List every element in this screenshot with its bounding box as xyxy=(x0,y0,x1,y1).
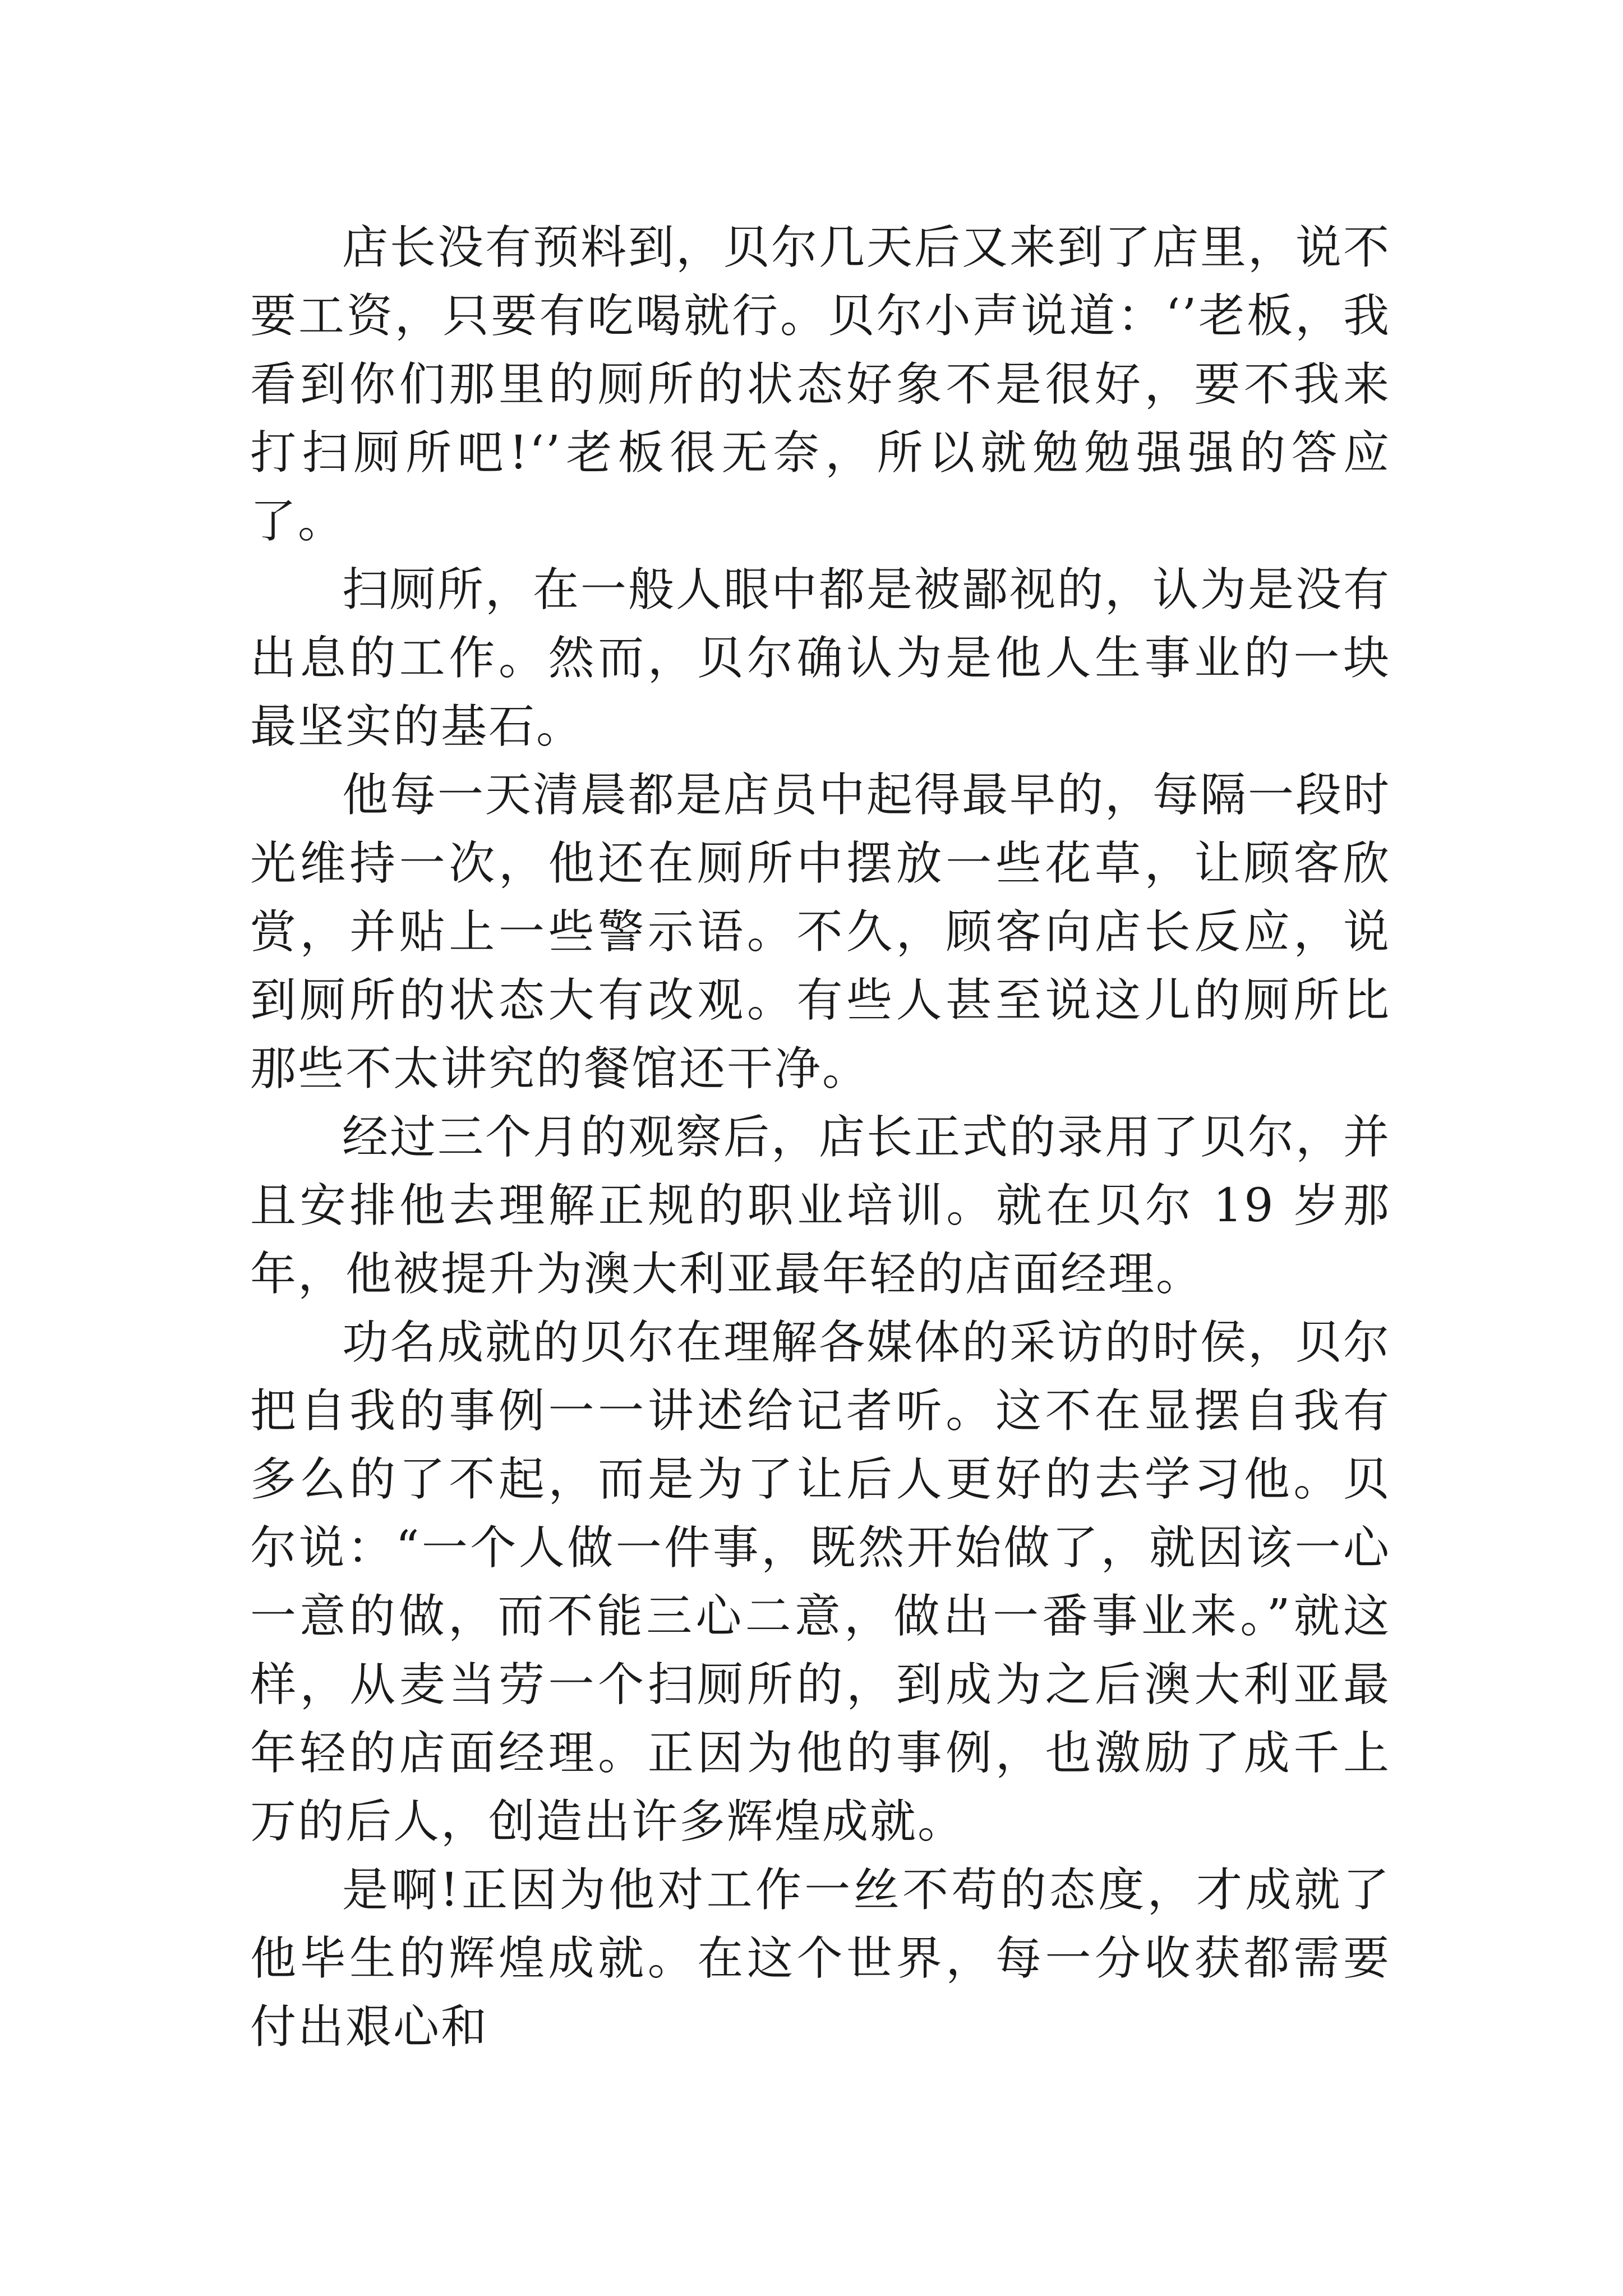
paragraph: 扫厕所，在一般人眼中都是被鄙视的，认为是没有出息的工作。然而，贝尔确认为是他人生事业的一块最坚实的基石。 xyxy=(250,563,1391,753)
paragraph: 经过三个月的观察后，店长正式的录用了贝尔，并且安排他去理解正规的职业培训。就在贝尔 19 岁那年，他被提升为澳大利亚最年轻的店面经理。 xyxy=(250,1111,1391,1301)
paragraph: 功名成就的贝尔在理解各媒体的采访的时侯，贝尔把自我的事例一一讲述给记者听。这不在显摆自我有多么的了不起，而是为了让后人更好的去学习他。贝尔说：“一个人做一件事，既然开始做了，就因该一心一意的做，而不能三心二意，做出一番事业来。”就这样，从麦当劳一个扫厕所的，到成为之后澳大利亚最年轻的店面经理。正因为他的事例，也激励了成千上万的后人，创造出许多辉煌成就。 xyxy=(250,1316,1391,1848)
paragraph: 他每一天清晨都是店员中起得最早的，每隔一段时光维持一次，他还在厕所中摆放一些花草，让顾客欣赏，并贴上一些警示语。不久，顾客向店长反应，说到厕所的状态大有改观。有些人甚至说这儿的厕所比那些不太讲究的餐馆还干净。 xyxy=(250,769,1391,1096)
body-text xyxy=(250,214,1391,2062)
paragraph: 是啊!正因为他对工作一丝不苟的态度，才成就了他毕生的辉煌成就。在这个世界，每一分收获都需要付出艰心和 xyxy=(250,1864,1391,2054)
paragraph: 店长没有预料到，贝尔几天后又来到了店里，说不要工资，只要有吃喝就行。贝尔小声说道：‘’老板，我看到你们那里的厕所的状态好象不是很好，要不我来打扫厕所吧!‘’老板很无奈，所以就勉勉强强的答应了。 xyxy=(250,221,1391,548)
